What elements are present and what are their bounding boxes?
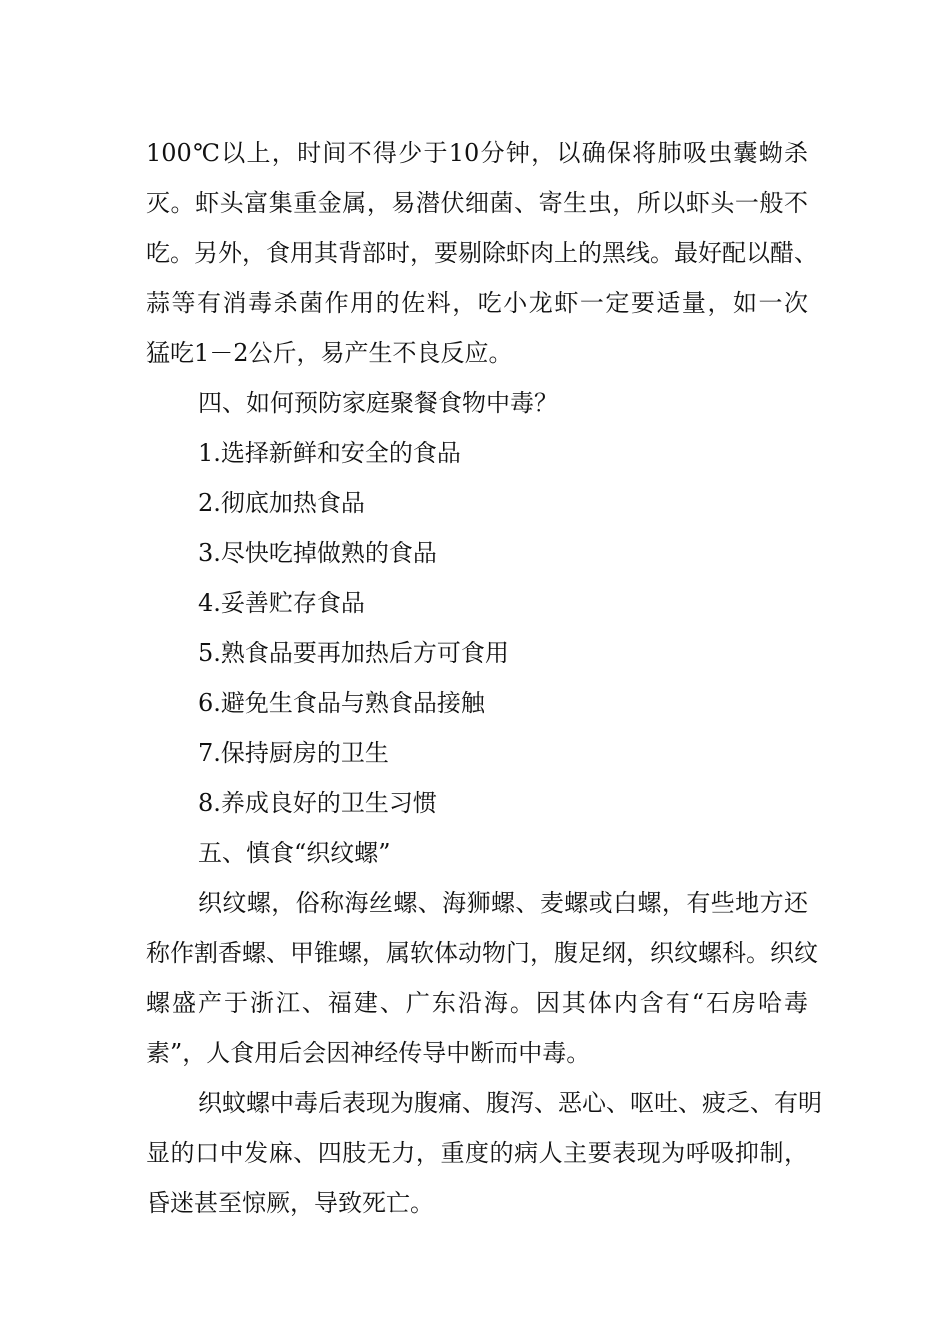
- paragraph-line: 100℃以上，时间不得少于10分钟，以确保将肺吸虫囊蚴杀: [146, 139, 808, 167]
- document-body: [146, 128, 822, 1228]
- list-item: 7.保持厨房的卫生: [198, 739, 389, 767]
- list-item: 4.妥善贮存食品: [198, 589, 365, 617]
- list-item: 8.养成良好的卫生习惯: [198, 789, 437, 817]
- paragraph-line: 螺盛产于浙江、福建、广东沿海。因其体内含有“石房哈毒: [146, 989, 808, 1017]
- section-heading-5: 五、慎食“织纹螺”: [198, 839, 391, 867]
- paragraph-line: 织蚊螺中毒后表现为腹痛、腹泻、恶心、呕吐、疲乏、有明: [198, 1089, 822, 1117]
- prevention-list: [146, 428, 808, 828]
- section-heading-4: 四、如何预防家庭聚餐食物中毒？: [198, 389, 558, 417]
- paragraph-line: 织纹螺，俗称海丝螺、海狮螺、麦螺或白螺，有些地方还: [198, 889, 808, 917]
- paragraph-line: 显的口中发麻、四肢无力，重度的病人主要表现为呼吸抑制，: [146, 1139, 808, 1167]
- paragraph-line: 蒜等有消毒杀菌作用的佐料，吃小龙虾一定要适量，如一次: [146, 289, 808, 317]
- paragraph-1: [146, 878, 818, 1078]
- list-item: 5.熟食品要再加热后方可食用: [198, 639, 509, 667]
- paragraph-line: 吃。另外，食用其背部时，要剔除虾肉上的黑线。最好配以醋、: [146, 239, 818, 267]
- list-item: 6.避免生食品与熟食品接触: [198, 689, 485, 717]
- list-item: 3.尽快吃掉做熟的食品: [198, 539, 437, 567]
- paragraph-line: 素”，人食用后会因神经传导中断而中毒。: [146, 1039, 591, 1067]
- paragraph-2: [146, 1078, 822, 1228]
- paragraph-line: 称作割香螺、甲锥螺，属软体动物门，腹足纲，织纹螺科。织纹: [146, 939, 818, 967]
- list-item: 1.选择新鲜和安全的食品: [198, 439, 461, 467]
- list-item: 2.彻底加热食品: [198, 489, 365, 517]
- paragraph-line: 猛吃1－2公斤，易产生不良反应。: [146, 339, 513, 367]
- continued-paragraph: [146, 128, 818, 378]
- paragraph-line: 灭。虾头富集重金属，易潜伏细菌、寄生虫，所以虾头一般不: [146, 189, 808, 217]
- paragraph-line: 昏迷甚至惊厥，导致死亡。: [146, 1189, 434, 1217]
